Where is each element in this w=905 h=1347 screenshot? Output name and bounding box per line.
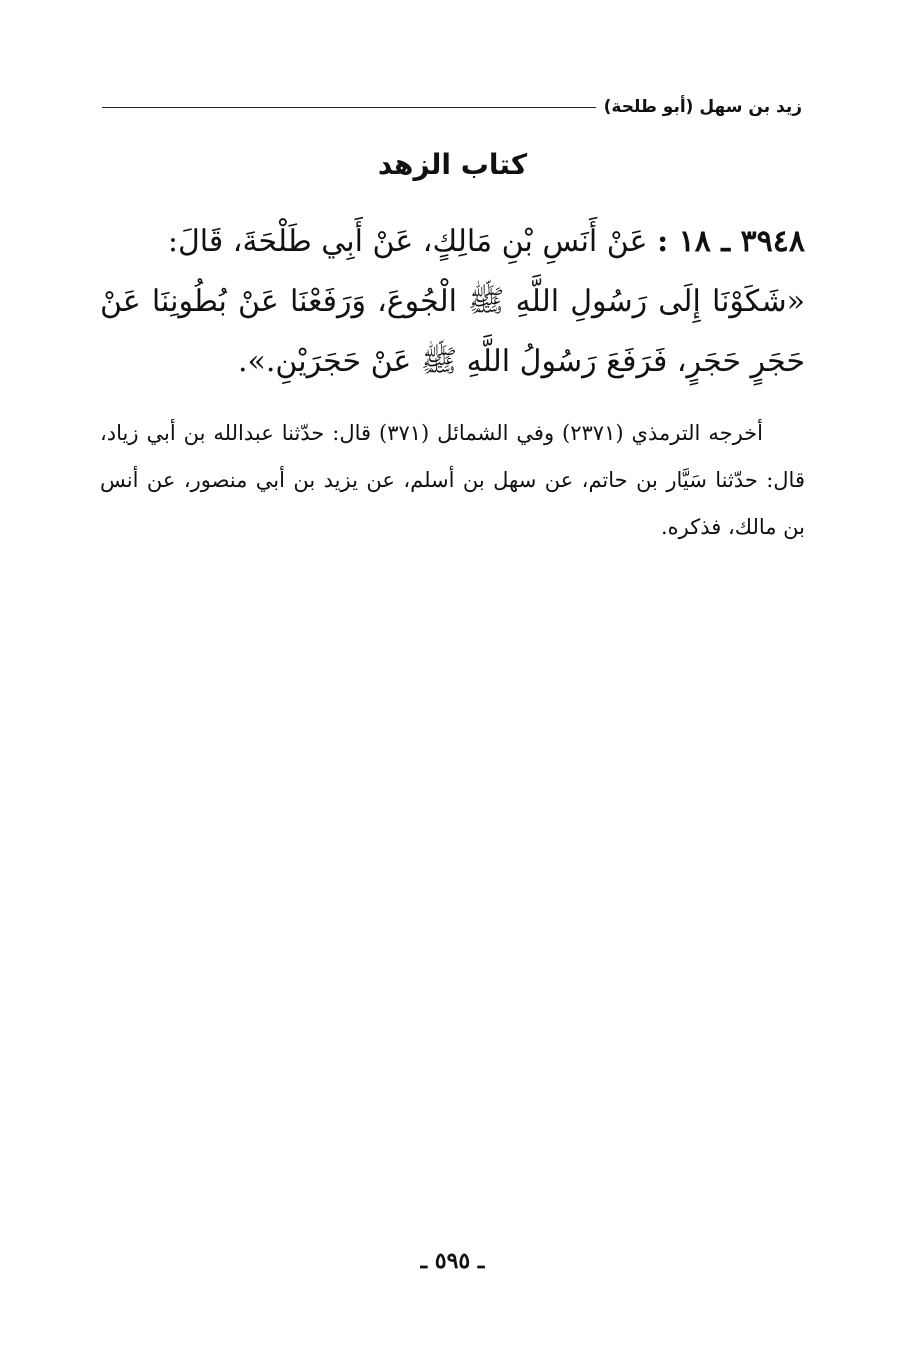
hadith-text (100, 212, 805, 392)
header-rule (102, 107, 596, 108)
hadith-chain (100, 212, 805, 272)
hadith-number: ٣٩٤٨ ـ ١٨ : (657, 224, 805, 259)
takhrij-footnote: أخرجه الترمذي (٢٣٧١) وفي الشمائل (٣٧١) قال: حدّثنا عبدالله بن أبي زياد، قال: حدّثنا سَيَّار بن حاتم، عن سهل بن أسلم، عن يزيد بن أبي منصور، عن أنس بن مالك، فذكره. (100, 421, 805, 539)
hadith-matn: «شَكَوْنَا إِلَى رَسُولِ اللَّهِ ﷺ الْجُوعَ، وَرَفَعْنَا عَنْ بُطُونِنَا عَنْ حَجَرٍ حَجَرٍ، فَرَفَعَ رَسُولُ اللَّهِ ﷺ عَنْ حَجَرَيْنِ.». (100, 284, 805, 379)
page-number: ـ ٥٩٥ ـ (420, 1248, 485, 1274)
chapter-title: كتاب الزهد (377, 148, 528, 181)
running-header-title: زيد بن سهل (أبو طلحة) (603, 97, 802, 117)
hadith-isnad: عَنْ أَنَسِ بْنِ مَالِكٍ، عَنْ أَبِي طَلْحَةَ، قَالَ: (167, 224, 648, 259)
running-header (102, 92, 802, 122)
